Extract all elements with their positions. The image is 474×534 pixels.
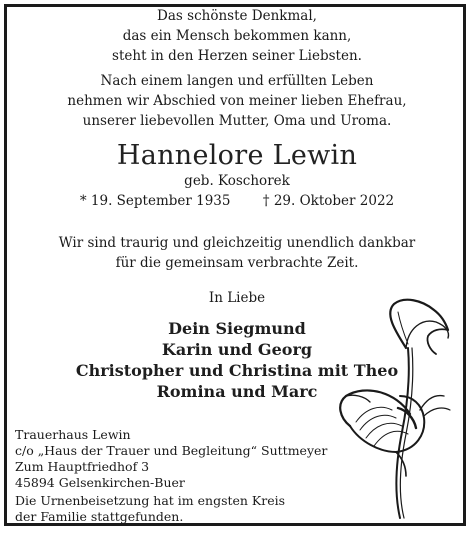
poem-line: das ein Mensch bekommen kann,	[122, 28, 352, 44]
address-line: Trauerhaus Lewin	[15, 427, 131, 442]
mourner: Karin und Georg	[161, 340, 313, 359]
poem-line: Das schönste Denkmal,	[157, 8, 317, 24]
thanks-line: für die gemeinsam verbrachte Zeit.	[115, 255, 359, 271]
intro-line: nehmen wir Abschied von meiner lieben Ehefrau,	[67, 93, 407, 109]
mourner: Romina und Marc	[156, 382, 318, 401]
address-line: 45894 Gelsenkirchen-Buer	[15, 475, 185, 490]
address-line: c/o „Haus der Trauer und Begleitung“ Suttmeyer	[15, 443, 328, 458]
calla-lily-icon	[336, 292, 458, 522]
burial-note	[15, 493, 285, 525]
intro-text	[0, 71, 474, 131]
thanks-line: Wir sind traurig und gleichzeitig unendlich dankbar	[58, 235, 416, 251]
life-dates	[0, 191, 474, 211]
poem-line: steht in den Herzen seiner Liebsten.	[112, 48, 362, 64]
thanks-text	[0, 233, 474, 273]
birth-date: * 19. September 1935	[79, 193, 231, 209]
address-line: Zum Hauptfriedhof 3	[15, 459, 150, 474]
mourner: Christopher und Christina mit Theo	[75, 361, 399, 380]
death-date: † 29. Oktober 2022	[262, 193, 395, 209]
burial-line: Die Urnenbeisetzung hat im engsten Kreis	[15, 493, 286, 508]
burial-line: der Familie stattgefunden.	[15, 509, 184, 524]
birth-name: geb. Koschorek	[184, 173, 290, 189]
poem	[0, 6, 474, 66]
mourning-address	[15, 427, 327, 491]
in-love-line: In Liebe	[208, 290, 266, 306]
mourner: Dein Siegmund	[168, 319, 306, 338]
intro-line: unserer liebevollen Mutter, Oma und Uroma.	[82, 113, 392, 129]
intro-line: Nach einem langen und erfüllten Leben	[100, 73, 374, 89]
deceased-name: Hannelore Lewin	[116, 140, 358, 171]
